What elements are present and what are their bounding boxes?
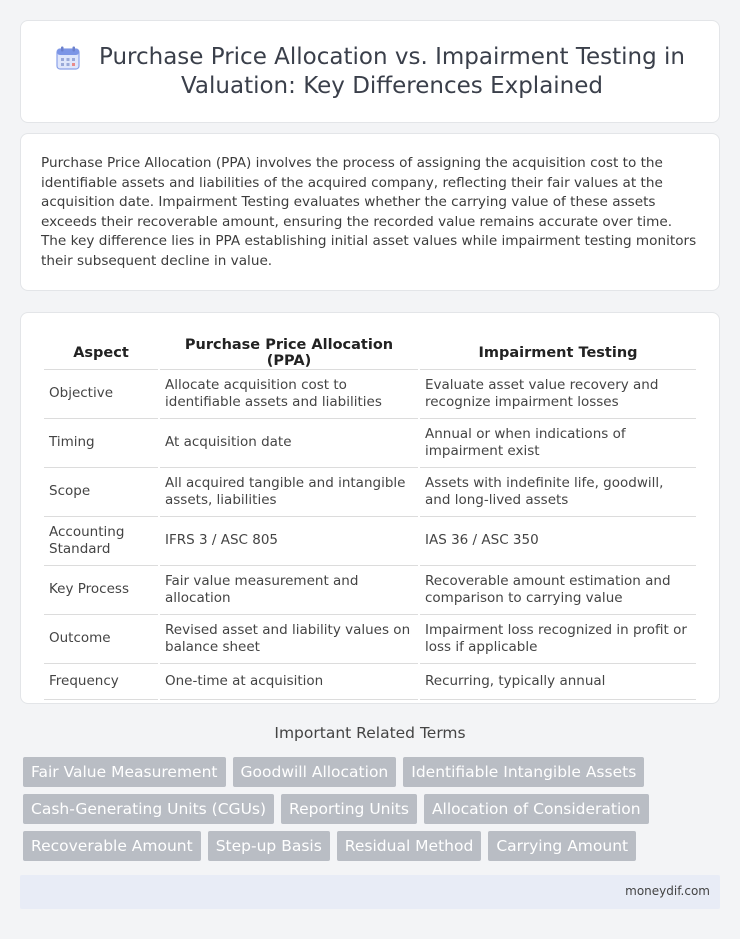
cell-aspect: Scope: [44, 468, 158, 517]
cell-impairment: Annual or when indications of impairment exist: [420, 419, 696, 468]
tag-carrying-amount[interactable]: Carrying Amount: [488, 831, 636, 861]
tag-recoverable-amount[interactable]: Recoverable Amount: [23, 831, 201, 861]
table-row: [44, 566, 696, 615]
table-row: [44, 419, 696, 468]
tag-fair-value-measurement[interactable]: Fair Value Measurement: [23, 757, 226, 787]
tag-row: [23, 794, 723, 824]
cell-impairment: Impairment loss recognized in profit or loss if applicable: [420, 615, 696, 664]
table-row: [44, 517, 696, 566]
table-row: [44, 370, 696, 419]
comparison-table: [42, 333, 698, 700]
cell-aspect: Key Process: [44, 566, 158, 615]
tag-cash-generating-units[interactable]: Cash-Generating Units (CGUs): [23, 794, 274, 824]
cell-ppa: At acquisition date: [160, 419, 418, 468]
tag-residual-method[interactable]: Residual Method: [337, 831, 482, 861]
tag-goodwill-allocation[interactable]: Goodwill Allocation: [233, 757, 397, 787]
calendar-icon: [55, 45, 81, 71]
title-line-1: Purchase Price Allocation vs. Impairment Testing in: [98, 43, 685, 70]
cell-aspect: Objective: [44, 370, 158, 419]
cell-ppa: Allocate acquisition cost to identifiable assets and liabilities: [160, 370, 418, 419]
cell-impairment: Evaluate asset value recovery and recognize impairment losses: [420, 370, 696, 419]
cell-ppa: IFRS 3 / ASC 805: [160, 517, 418, 566]
title-line-2: Valuation: Key Differences Explained: [180, 72, 604, 99]
tag-reporting-units[interactable]: Reporting Units: [281, 794, 417, 824]
cell-aspect: Accounting Standard: [44, 517, 158, 566]
table-row: [44, 615, 696, 664]
footer-site[interactable]: moneydif.com: [625, 884, 710, 898]
tag-identifiable-intangible-assets[interactable]: Identifiable Intangible Assets: [403, 757, 644, 787]
title-card: [20, 20, 720, 123]
header-ppa: Purchase Price Allocation (PPA): [160, 333, 418, 370]
tag-step-up-basis[interactable]: Step-up Basis: [208, 831, 330, 861]
footer: [20, 875, 720, 909]
intro-card: [20, 133, 720, 291]
related-terms-list: [23, 757, 723, 868]
tag-row: [23, 831, 723, 861]
cell-aspect: Outcome: [44, 615, 158, 664]
cell-ppa: Fair value measurement and allocation: [160, 566, 418, 615]
cell-ppa: One-time at acquisition: [160, 664, 418, 700]
cell-ppa: All acquired tangible and intangible assets, liabilities: [160, 468, 418, 517]
tag-row: [23, 757, 723, 787]
cell-impairment: Recoverable amount estimation and comparison to carrying value: [420, 566, 696, 615]
tag-allocation-of-consideration[interactable]: Allocation of Consideration: [424, 794, 649, 824]
page-title: [99, 43, 685, 101]
cell-ppa: Revised asset and liability values on balance sheet: [160, 615, 418, 664]
cell-impairment: Assets with indefinite life, goodwill, and long-lived assets: [420, 468, 696, 517]
cell-aspect: Frequency: [44, 664, 158, 700]
related-terms-heading: Important Related Terms: [274, 724, 466, 742]
comparison-table-card: [20, 312, 720, 704]
table-header-row: [44, 333, 696, 370]
cell-aspect: Timing: [44, 419, 158, 468]
title-wrap: [55, 43, 685, 101]
cell-impairment: IAS 36 / ASC 350: [420, 517, 696, 566]
intro-paragraph: Purchase Price Allocation (PPA) involves the process of assigning the acquisition cost to the identifiable assets and liabilities of the acquired company, reflecting their fair values at the acquisition date. Impairment Testing evaluates whether the carrying value of these assets exceeds their recoverable amount, ensuring the recorded value remains accurate over time. The key difference lies in PPA establishing initial asset values while impairment testing monitors their subsequent decline in value.: [41, 155, 697, 269]
header-impairment: Impairment Testing: [420, 333, 696, 370]
cell-impairment: Recurring, typically annual: [420, 664, 696, 700]
table-row: [44, 664, 696, 700]
table-row: [44, 468, 696, 517]
header-aspect: Aspect: [44, 333, 158, 370]
